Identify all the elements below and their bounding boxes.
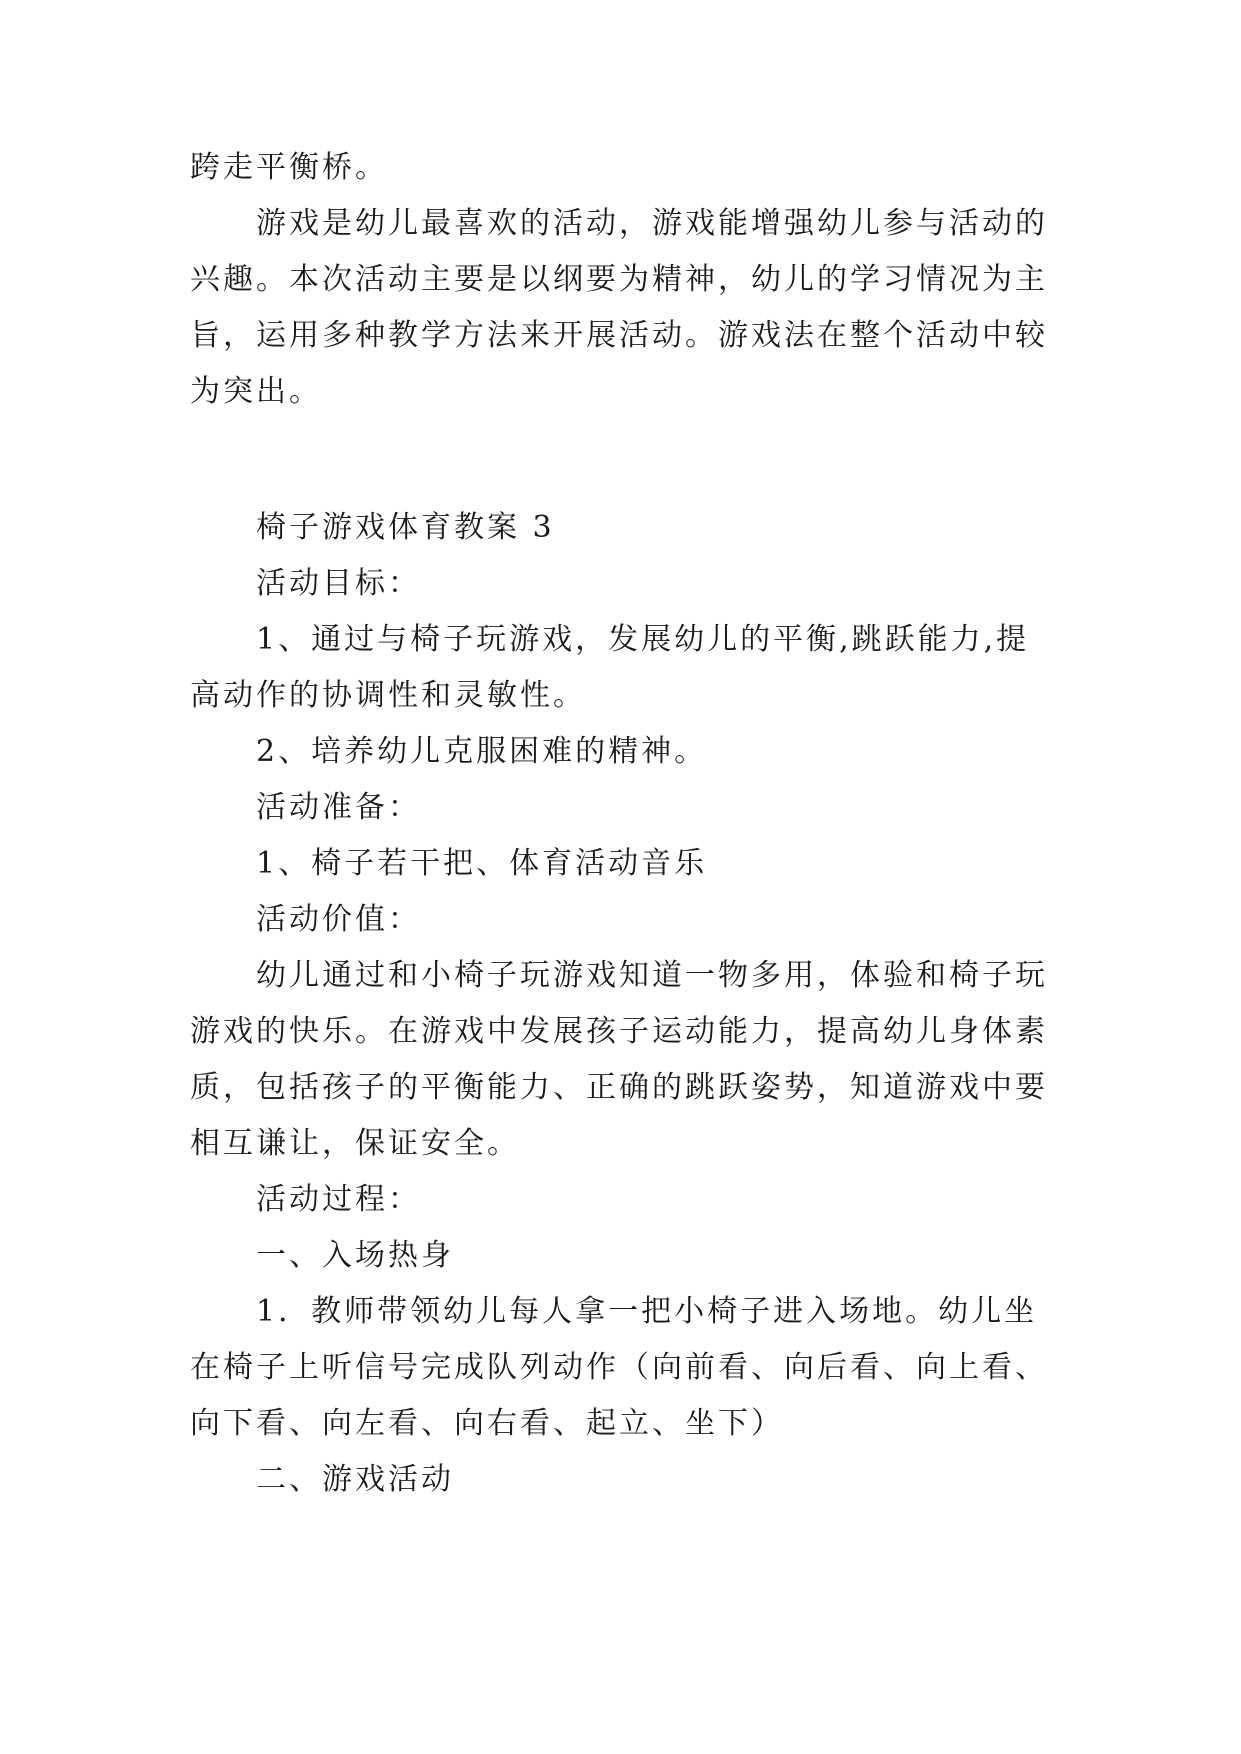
paragraph-line: 游戏是幼儿最喜欢的活动，游戏能增强幼儿参与活动的 [256, 206, 1048, 241]
paragraph-line: 在椅子上听信号完成队列动作（向前看、向后看、向上看、 [190, 1350, 1048, 1385]
subsection-heading: 二、游戏活动 [256, 1462, 454, 1497]
paragraph-line: 兴趣。本次活动主要是以纲要为精神，幼儿的学习情况为主 [190, 262, 1048, 297]
paragraph-line: 旨，运用多种教学方法来开展活动。游戏法在整个活动中较 [190, 318, 1048, 353]
paragraph-line: 高动作的协调性和灵敏性。 [190, 678, 586, 713]
list-item: 1、通过与椅子玩游戏，发展幼儿的平衡,跳跃能力,提 [256, 622, 1030, 657]
paragraph-line: 游戏的快乐。在游戏中发展孩子运动能力，提高幼儿身体素 [190, 1014, 1048, 1049]
section-heading: 活动目标： [256, 566, 421, 601]
paragraph-line: 幼儿通过和小椅子玩游戏知道一物多用，体验和椅子玩 [256, 958, 1048, 993]
list-item: 1、椅子若干把、体育活动音乐 [256, 846, 708, 881]
section-title: 椅子游戏体育教案 3 [256, 510, 555, 545]
paragraph-line: 为突出。 [190, 374, 322, 409]
section-heading: 活动价值： [256, 902, 421, 937]
list-item: 2、培养幼儿克服困难的精神。 [256, 734, 708, 769]
paragraph-line: 质，包括孩子的平衡能力、正确的跳跃姿势，知道游戏中要 [190, 1070, 1048, 1105]
paragraph-line: 相互谦让，保证安全。 [190, 1126, 520, 1161]
section-heading: 活动准备： [256, 790, 421, 825]
paragraph-line: 跨走平衡桥。 [190, 150, 388, 185]
list-item: 1．教师带领幼儿每人拿一把小椅子进入场地。幼儿坐 [256, 1294, 1038, 1329]
section-heading: 活动过程： [256, 1182, 421, 1217]
subsection-heading: 一、入场热身 [256, 1238, 454, 1273]
paragraph-line: 向下看、向左看、向右看、起立、坐下） [190, 1406, 784, 1441]
